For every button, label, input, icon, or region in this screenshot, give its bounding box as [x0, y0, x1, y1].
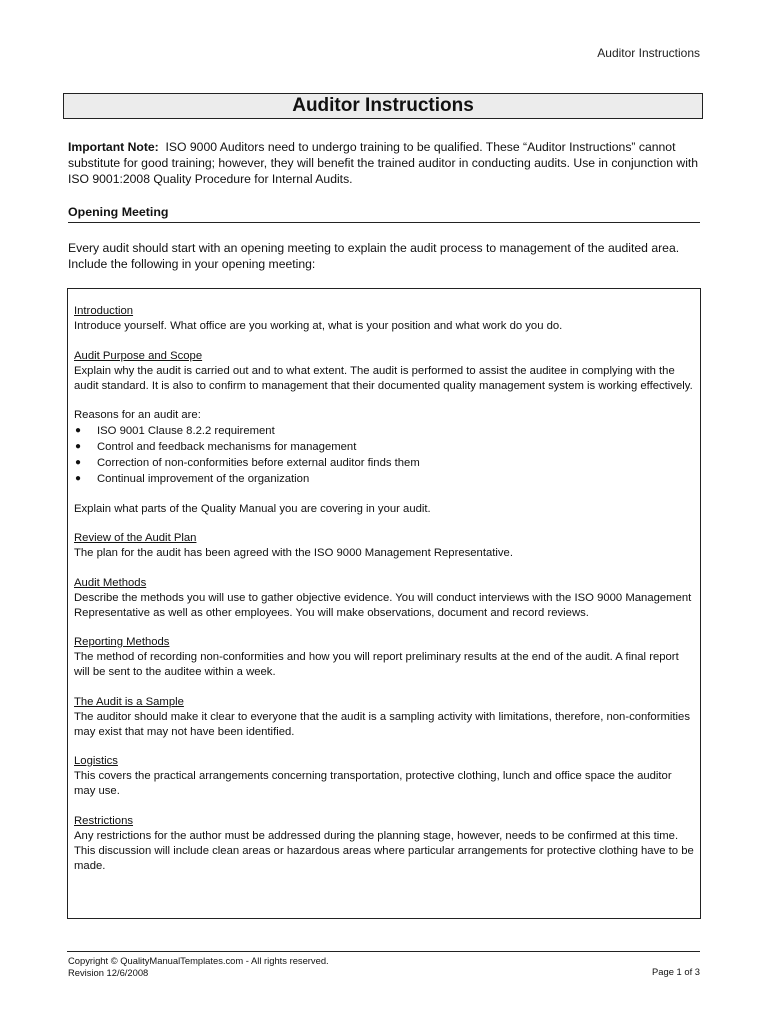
section-heading-opening-meeting: Opening Meeting	[68, 205, 700, 223]
reasons-list	[74, 423, 694, 487]
document-title: Auditor Instructions	[63, 93, 703, 119]
subsection-text: This covers the practical arrangements concerning transportation, protective clothing, lunch and office space the auditor may use.	[74, 770, 672, 797]
important-note-text: ISO 9000 Auditors need to undergo training to be qualified. These “Auditor Instructions” cannot substitute for good training; however, they will benefit the trained auditor in conducting audits. Use in conjunction with ISO 9001:2008 Quality Procedure for Internal Audits.	[68, 140, 699, 186]
subsection-title: Reporting Methods	[74, 636, 170, 648]
bullet-icon: ●	[75, 457, 82, 468]
subsection-title: Audit Methods	[74, 576, 147, 589]
list-item: ● Correction of non-conformities before external auditor finds them	[75, 457, 420, 469]
subsection-logistics	[74, 754, 694, 799]
reasons-label: Reasons for an audit are:	[74, 409, 201, 421]
subsection-text: Explain what parts of the Quality Manual you are covering in your audit.	[74, 502, 431, 515]
opening-meeting-box	[67, 288, 701, 919]
subsection-restrictions	[74, 814, 694, 874]
bullet-icon: ●	[75, 441, 82, 452]
bullet-icon: ●	[75, 473, 82, 484]
footer-revision: Revision 12/6/2008	[68, 967, 149, 978]
subsection-title: Restrictions	[74, 814, 134, 827]
subsection-text: Any restrictions for the author must be addressed during the planning stage, however, needs to be confirmed at this time. This discussion will include clean areas or hazardous areas where particular arrangements for protective clothing have to be made.	[74, 829, 694, 872]
subsection-text: The plan for the audit has been agreed with the ISO 9000 Management Representative.	[74, 547, 513, 559]
list-item: ● ISO 9001 Clause 8.2.2 requirement	[75, 425, 275, 437]
footer-copyright: Copyright © QualityManualTemplates.com - All rights reserved.	[68, 955, 329, 966]
important-note	[68, 139, 708, 187]
subsection-title: Review of the Audit Plan	[74, 532, 197, 544]
subsection-title: Logistics	[74, 755, 118, 767]
subsection-title: The Audit is a Sample	[74, 695, 184, 708]
subsection-reporting-methods	[74, 635, 694, 680]
list-item: ● Continual improvement of the organization	[75, 473, 310, 485]
subsection-audit-sample	[74, 695, 694, 740]
subsection-text: The auditor should make it clear to everyone that the audit is a sampling activity with limitations, therefore, non-conformities may exist that may not have been identified.	[74, 710, 690, 738]
subsection-text: Describe the methods you will use to gather objective evidence. You will conduct interviews with the ISO 9000 Management Representative as well as other employees. You will make observations, document and record reviews.	[74, 591, 692, 619]
subsection-text: Explain why the audit is carried out and to what extent. The audit is performed to assist the auditee in complying with the audit standard. It is also to confirm to management that their documented quality management system is working effectively.	[74, 364, 693, 392]
footer-divider	[67, 951, 700, 952]
subsection-reasons	[74, 408, 694, 517]
bullet-icon: ●	[75, 425, 82, 436]
opening-meeting-intro: Every audit should start with an opening meeting to explain the audit process to management of the audited area. Include the following in your opening meeting:	[68, 241, 680, 271]
footer-page-number: Page 1 of 3	[652, 966, 700, 977]
subsection-text: Introduce yourself. What office are you working at, what is your position and what work do you do.	[74, 320, 563, 332]
subsection-text: The method of recording non-conformities and how you will report preliminary results at the end of the audit. A final report will be sent to the auditee within a week.	[74, 651, 679, 678]
list-item: ● Control and feedback mechanisms for management	[75, 441, 357, 453]
subsection-audit-methods	[74, 576, 694, 621]
subsection-title: Introduction	[74, 305, 134, 317]
subsection-title: Audit Purpose and Scope	[74, 349, 203, 362]
important-note-label: Important Note:	[68, 140, 159, 154]
subsection-review-audit-plan	[74, 531, 694, 561]
footer-left	[68, 955, 329, 979]
running-header: Auditor Instructions	[597, 46, 700, 60]
subsection-audit-purpose	[74, 349, 694, 394]
subsection-introduction	[74, 304, 694, 334]
